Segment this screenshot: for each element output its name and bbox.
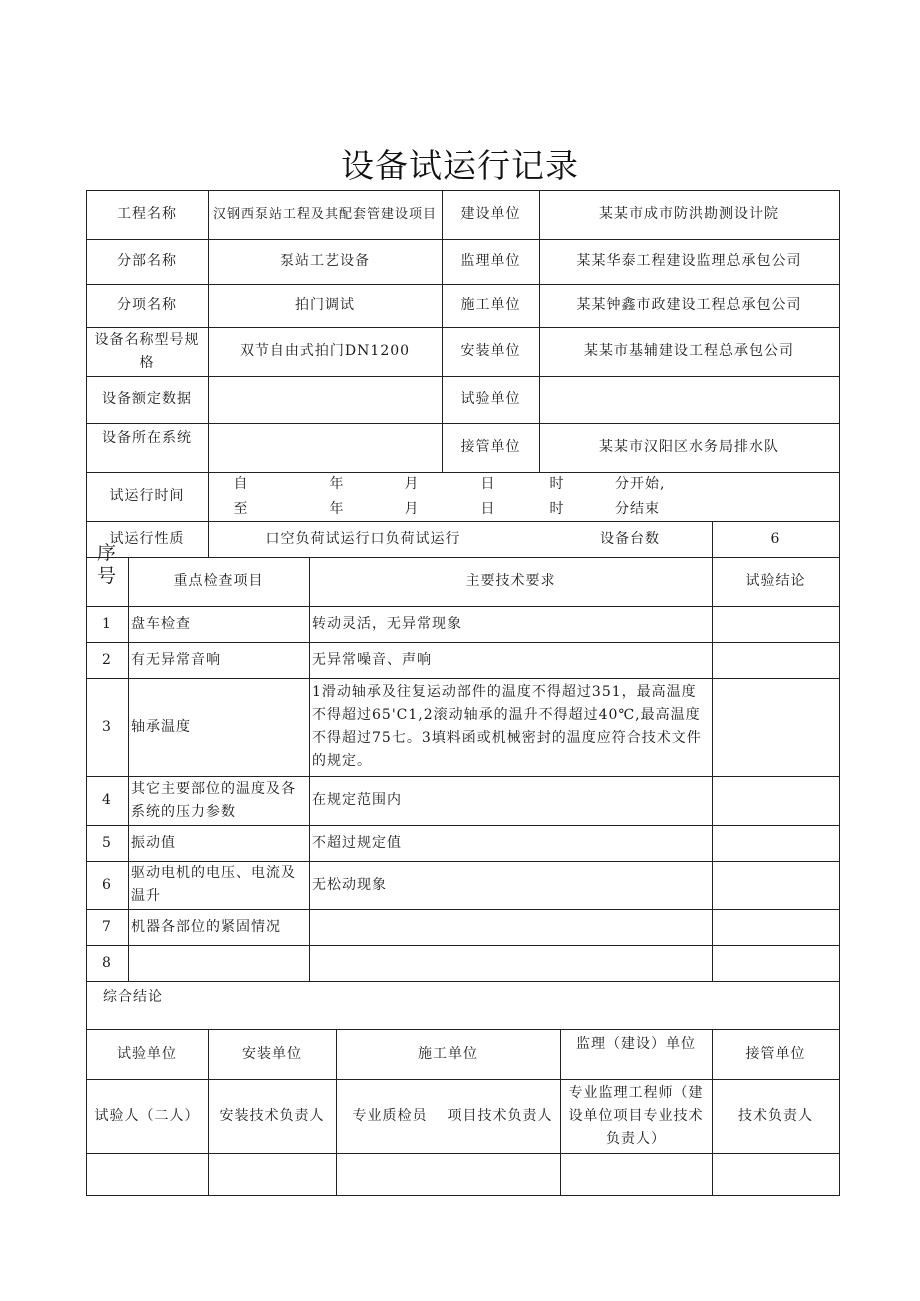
row-no: 5 (102, 834, 112, 851)
system-value (208, 423, 442, 472)
row-result (712, 606, 839, 642)
checks-header-item: 重点检查项目 (173, 573, 264, 589)
page-title: 设备试运行记录 (341, 146, 579, 185)
time-to-suffix: 分结束 (615, 500, 660, 517)
division-label: 分部名称 (117, 253, 177, 269)
row-item: 振动值 (131, 834, 176, 851)
equipment-label: 设备名称型号规格 (94, 331, 200, 371)
row-no: 1 (102, 615, 112, 632)
signoff-role-install: 安装技术负责人 (219, 1107, 325, 1124)
summary-label: 综合结论 (103, 988, 163, 1005)
test-unit-value (539, 376, 839, 423)
row-no: 6 (102, 876, 112, 893)
signoff-test-unit: 试验单位 (117, 1045, 177, 1062)
subitem-value: 拍门调试 (295, 297, 355, 313)
row-no: 8 (102, 954, 112, 971)
row-item: 驱动电机的电压、电流及温升 (131, 865, 296, 904)
row-item: 机器各部位的紧固情况 (131, 918, 281, 935)
contractor-value: 某某钟鑫市政建设工程总承包公司 (576, 297, 802, 313)
time-to-hour: 时 (549, 500, 565, 517)
time-from-prefix: 自 (233, 475, 249, 492)
owner-label: 建设单位 (460, 206, 521, 222)
signoff-role-quality: 专业质检员 (352, 1107, 428, 1124)
device-count-label: 设备台数 (600, 530, 660, 547)
signoff-supervisor-unit: 监理（建设）单位 (576, 1035, 696, 1052)
row-req: 无松动现象 (312, 876, 387, 893)
time-from-suffix: 分开始, (615, 475, 666, 492)
row-result (712, 909, 839, 945)
installer-label: 安装单位 (460, 343, 521, 359)
signoff-role-project-tech: 项目技术负责人 (447, 1107, 553, 1124)
signoff-role-tester: 试验人（二人） (94, 1107, 200, 1124)
row-item: 轴承温度 (131, 718, 191, 735)
nature-value: 口空负荷试运行口负荷试运行 (265, 530, 461, 547)
signature-supervisor[interactable] (560, 1153, 712, 1195)
installer-value: 某某市基辅建设工程总承包公司 (584, 343, 794, 359)
time-from-year: 年 (329, 475, 345, 492)
division-value: 泵站工艺设备 (280, 253, 370, 269)
time-label: 试运行时间 (109, 488, 185, 504)
equipment-value: 双节自由式拍门DN1200 (239, 343, 411, 359)
row-no: 2 (102, 651, 112, 668)
row-req: 在规定范围内 (312, 792, 402, 808)
signature-install[interactable] (208, 1153, 336, 1195)
signoff-construction-unit: 施工单位 (418, 1045, 478, 1062)
row-result (712, 678, 839, 776)
row-result (712, 861, 839, 909)
nature-label: 试运行性质 (109, 530, 185, 547)
owner-value: 某某市成市防洪勘测设计院 (599, 206, 779, 222)
time-to-year: 年 (329, 500, 345, 517)
signature-receiver[interactable] (712, 1153, 839, 1195)
receiver-label: 接管单位 (460, 439, 521, 455)
project-name-label: 工程名称 (117, 206, 177, 222)
row-item: 有无异常音响 (131, 651, 221, 668)
signature-tester[interactable] (86, 1153, 208, 1195)
row-item: 盘车检查 (131, 615, 191, 632)
supervisor-label: 监理单位 (460, 253, 521, 269)
row-result (712, 825, 839, 861)
row-req: 不超过规定值 (312, 834, 402, 851)
rated-value (208, 376, 442, 423)
device-count-value: 6 (770, 530, 781, 547)
checks-header-req: 主要技术要求 (465, 573, 556, 589)
signoff-install-unit: 安装单位 (242, 1045, 302, 1062)
row-req: 无异常噪音、声响 (312, 651, 432, 668)
row-req (309, 909, 712, 945)
row-item (128, 945, 309, 981)
time-to-day: 日 (480, 500, 496, 517)
row-req (309, 945, 712, 981)
time-from-day: 日 (480, 475, 496, 492)
time-to-month: 月 (404, 500, 420, 517)
row-no: 3 (102, 718, 112, 735)
signoff-role-supervisor: 专业监理工程师（建设单位项目专业技术负责人） (568, 1084, 704, 1147)
row-result (712, 642, 839, 678)
row-result (712, 776, 839, 825)
row-no: 7 (102, 918, 112, 935)
receiver-value: 某某市汉阳区水务局排水队 (599, 439, 779, 455)
signoff-role-receiver: 技术负责人 (738, 1107, 813, 1124)
project-name-value: 汉钢西泵站工程及其配套管建设项目 (212, 207, 437, 222)
row-req: 转动灵活，无异常现象 (312, 615, 462, 632)
row-item: 其它主要部位的温度及各系统的压力参数 (131, 780, 296, 820)
supervisor-value: 某某华泰工程建设监理总承包公司 (576, 253, 802, 269)
signoff-receiver-unit: 接管单位 (745, 1045, 806, 1062)
checks-header-result: 试验结论 (745, 573, 806, 589)
signature-construction[interactable] (336, 1153, 560, 1195)
row-req: 1滑动轴承及往复运动部件的温度不得超过351，最高温度不得超过65'C1,2滚动轴承的温升不得超过40℃,最高温度不得超过75七。3填料函或机械密封的温度应符合技术文件的规定。 (312, 684, 702, 769)
time-from-hour: 时 (549, 475, 565, 492)
time-from-month: 月 (404, 475, 420, 492)
row-result (712, 945, 839, 981)
row-no: 4 (102, 792, 112, 808)
subitem-label: 分项名称 (117, 297, 177, 313)
system-label: 设备所在系统 (102, 429, 192, 446)
test-unit-label: 试验单位 (460, 391, 521, 407)
contractor-label: 施工单位 (460, 297, 521, 313)
time-to-prefix: 至 (233, 500, 249, 517)
rated-label: 设备额定数据 (102, 391, 192, 407)
checks-header-no: 序号 (96, 542, 117, 587)
